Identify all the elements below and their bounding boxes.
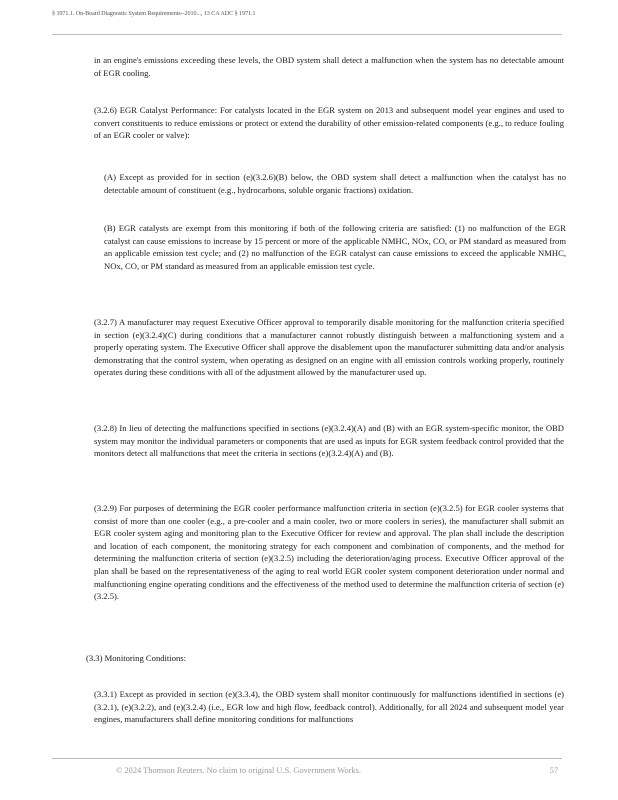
paragraph-3-2-8: (3.2.8) In lieu of detecting the malfunctions specified in sections (e)(3.2.4)(A) and (B) with an EGR system-specific monitor, the OBD system may monitor the individual parameters or components that are used as inputs for EGR system feedback control provided that the monitors detect all malfunctions that meet the criteria in sections (e)(3.2.4)(A) and (B).	[94, 423, 564, 459]
paragraph-3-3-1: (3.3.1) Except as provided in section (e)(3.3.4), the OBD system shall monitor continuously for malfunctions identified in sections (e)(3.2.1), (e)(3.2.2), and (e)(3.2.4) (i.e., EGR low and high flow, feedback control). Additionally, for all 2024 and subsequent model year engines, manufacturers shall define monitoring conditions for malfunctions	[94, 689, 564, 725]
paragraph-3-2-7: (3.2.7) A manufacturer may request Executive Officer approval to temporarily disable monitoring for the malfunction criteria specified in section (e)(3.2.4)(C) during conditions that a manufacturer cannot robustly distinguish between a malfunctioning system and a properly operating system. The Executive Officer shall approve the disablement upon the manufacturer submitting data and/or analysis demonstrating that the control system, when operating as designed on an engine with all emission controls working properly, routinely operates during these conditions with all of the adjustment allowed by the manufacturer used up.	[94, 317, 564, 378]
running-header: § 1971.1. On-Board Diagnostic System Requirements--2010..., 13 CA ADC § 1971.1	[52, 10, 256, 17]
header-divider	[52, 34, 562, 35]
paragraph-egr-cooling-continued: in an engine's emissions exceeding these levels, the OBD system shall detect a malfunction when the system has no detectable amount of EGR cooling.	[94, 55, 564, 78]
section-heading-3-3: (3.3) Monitoring Conditions:	[86, 653, 187, 663]
paragraph-3-2-6-b: (B) EGR catalysts are exempt from this monitoring if both of the following criteria are satisfied: (1) no malfunction of the EGR catalyst can cause emissions to increase by 15 percent or more of the applicable NMHC, NOx, CO, or PM standard as measured from an applicable emission test cycle; and (2) no malfunction of the EGR catalyst can cause emissions to exceed the applicable NMHC, NOx, CO, or PM standard as measured from an applicable emission test cycle.	[104, 223, 566, 271]
copyright-notice: © 2024 Thomson Reuters. No claim to original U.S. Government Works.	[116, 766, 361, 775]
paragraph-3-2-6: (3.2.6) EGR Catalyst Performance: For catalysts located in the EGR system on 2013 and subsequent model year engines and used to convert constituents to reduce emissions or protect or extend the durability of other emission-related components (e.g., to reduce fouling of an EGR cooler or valve):	[94, 105, 564, 141]
paragraph-3-2-6-a: (A) Except as provided for in section (e)(3.2.6)(B) below, the OBD system shall detect a malfunction when the catalyst has no detectable amount of constituent (e.g., hydrocarbons, soluble organic fractions) oxidation.	[104, 172, 566, 195]
page-number: 57	[549, 766, 558, 775]
paragraph-3-2-9: (3.2.9) For purposes of determining the EGR cooler performance malfunction criteria in section (e)(3.2.5) for EGR cooler systems that consist of more than one cooler (e.g., a pre-cooler and a main cooler, two or more coolers in series), the manufacturer shall submit an EGR cooler system aging and monitoring plan to the Executive Officer for review and approval. The plan shall include the description and location of each component, the monitoring strategy for each component and combination of components, and the method for determining the malfunction criteria of section (e)(3.2.5) including the deterioration/aging process. Executive Officer approval of the plan shall be based on the representativeness of the aging to real world EGR cooler system component deterioration under normal and malfunctioning engine operating conditions and the effectiveness of the method used to determine the malfunction criteria of section (e)(3.2.5).	[94, 503, 564, 602]
footer-divider	[52, 758, 562, 759]
